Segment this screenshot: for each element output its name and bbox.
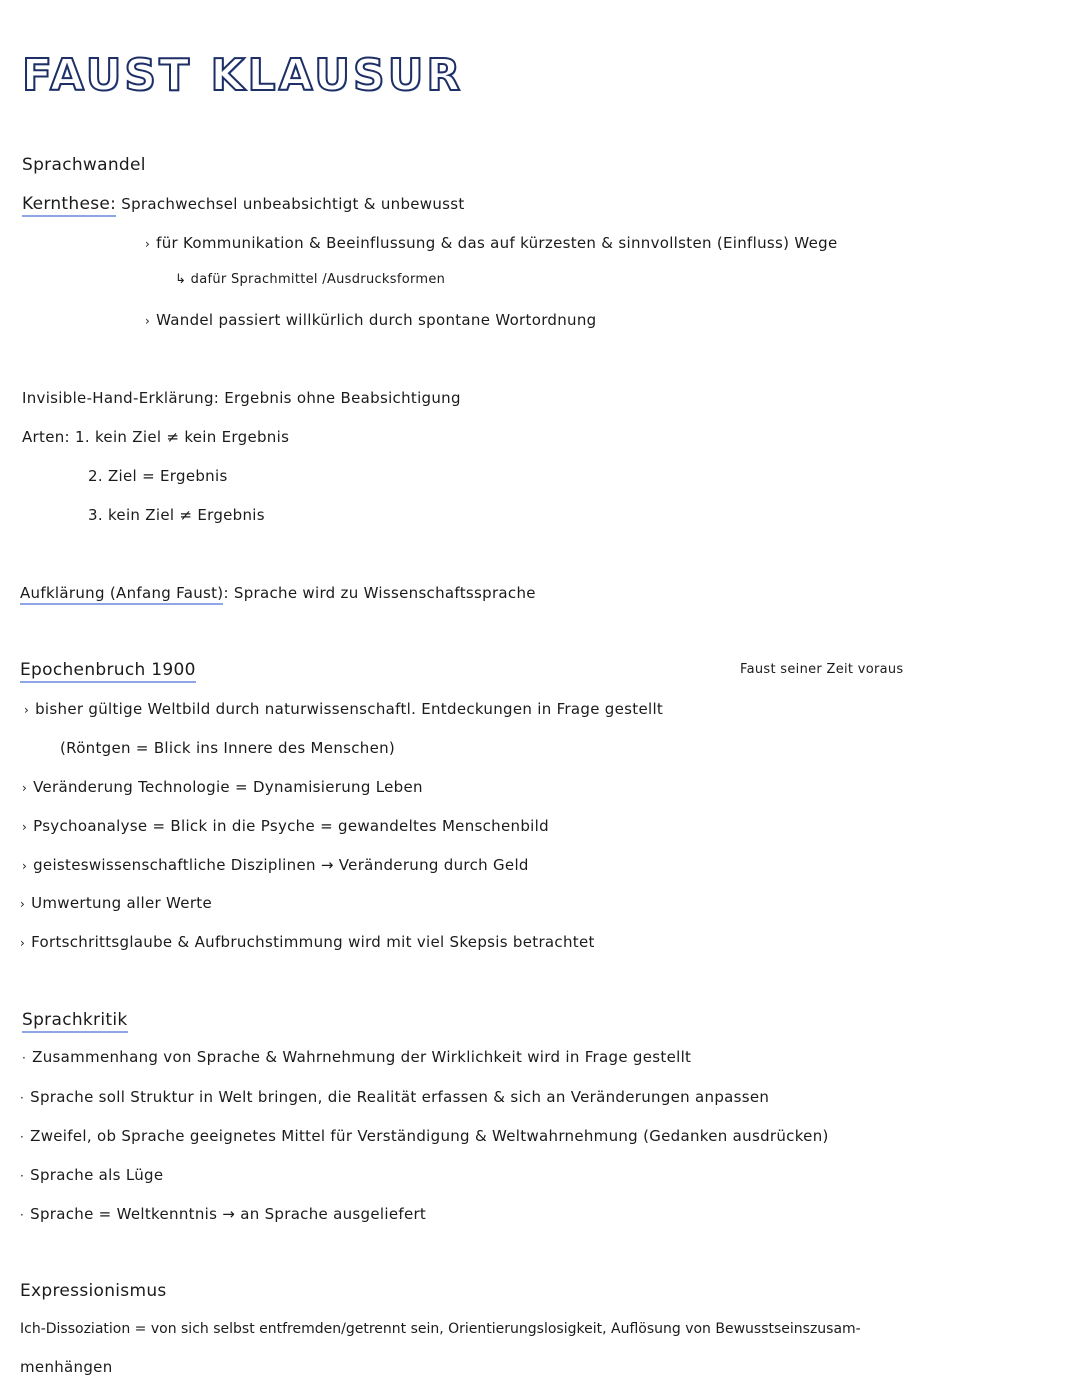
epochenbruch-bullet-5: Umwertung aller Werte	[31, 894, 212, 912]
epochenbruch-bullet-2: Veränderung Technologie = Dynamisierung Leben	[33, 778, 423, 796]
list-item	[22, 1048, 691, 1066]
expressionismus-line-2: menhängen	[20, 1358, 113, 1376]
arten-item-1: 1. kein Ziel ≠ kein Ergebnis	[74, 428, 290, 446]
invisible-hand-line	[22, 389, 461, 407]
list-item	[20, 1205, 426, 1223]
arten-item-3: 3. kein Ziel ≠ Ergebnis	[88, 506, 265, 524]
list-item	[22, 778, 423, 796]
list-item	[22, 817, 549, 835]
sprachkritik-bullet-5: Sprache = Weltkenntnis → an Sprache ausgeliefert	[30, 1205, 427, 1223]
epochenbruch-bullet-3: Psychoanalyse = Blick in die Psyche = gewandeltes Menschenbild	[33, 817, 549, 835]
expressionismus-line-1: Ich-Dissoziation = von sich selbst entfremden/getrennt sein, Orientierungslosigkeit, Auflösung von Bewusstseinszusam-	[20, 1321, 861, 1337]
kernthese-point-1-text: für Kommunikation & Beeinflussung & das auf kürzesten & sinnvollsten (Einfluss) Wege	[156, 234, 838, 252]
chevron-right-icon: ›	[22, 781, 28, 795]
dot-icon: ·	[20, 1130, 25, 1144]
sprachkritik-bullet-3: Zweifel, ob Sprache geeignetes Mittel für Verständigung & Weltwahrnehmung (Gedanken ausdrücken)	[30, 1127, 829, 1145]
heading-sprachkritik	[22, 1010, 128, 1030]
kernthese-label: Kernthese:	[22, 194, 116, 217]
list-item	[20, 1088, 769, 1106]
arten-item-2: 2. Ziel = Ergebnis	[88, 467, 228, 485]
arten-line	[22, 428, 289, 446]
kernthese-subpoint-text: dafür Sprachmittel /Ausdrucksformen	[190, 272, 446, 287]
heading-epochenbruch-text: Epochenbruch 1900	[20, 660, 196, 683]
aufklaerung-line	[20, 584, 536, 602]
corner-arrow-icon: ↳	[175, 272, 187, 287]
chevron-right-icon: ›	[22, 859, 28, 873]
list-item	[24, 700, 663, 718]
epochenbruch-bullet-6: Fortschrittsglaube & Aufbruchstimmung wird mit viel Skepsis betrachtet	[31, 933, 595, 951]
page-title: FAUST KLAUSUR	[22, 50, 464, 101]
heading-epochenbruch	[20, 660, 196, 680]
heading-sprachwandel: Sprachwandel	[22, 155, 146, 175]
arten-label: Arten:	[22, 428, 70, 446]
invisible-hand-text: Ergebnis ohne Beabsichtigung	[224, 389, 461, 407]
chevron-right-icon: ›	[145, 314, 151, 328]
sprachkritik-bullet-4: Sprache als Lüge	[30, 1166, 164, 1184]
chevron-right-icon: ›	[145, 237, 151, 251]
kernthese-line	[22, 194, 465, 214]
aufklaerung-label: Aufklärung (Anfang Faust)	[20, 584, 223, 605]
list-item	[20, 1127, 829, 1145]
aufklaerung-text: : Sprache wird zu Wissenschaftssprache	[223, 584, 536, 602]
epochenbruch-bullet-4: geisteswissenschaftliche Disziplinen → Veränderung durch Geld	[33, 856, 529, 874]
dot-icon: ·	[20, 1091, 25, 1105]
chevron-right-icon: ›	[20, 897, 26, 911]
invisible-hand-label: Invisible-Hand-Erklärung:	[22, 389, 220, 407]
kernthese-subpoint	[175, 272, 445, 287]
chevron-right-icon: ›	[20, 936, 26, 950]
list-item	[20, 1166, 163, 1184]
heading-expressionismus: Expressionismus	[20, 1281, 167, 1301]
side-note: Faust seiner Zeit voraus	[740, 662, 904, 677]
kernthese-text: Sprachwechsel unbeabsichtigt & unbewusst	[121, 195, 465, 213]
heading-sprachkritik-text: Sprachkritik	[22, 1010, 128, 1033]
dot-icon: ·	[22, 1051, 27, 1065]
kernthese-point-2	[145, 311, 596, 329]
kernthese-point-2-text: Wandel passiert willkürlich durch spontane Wortordnung	[156, 311, 597, 329]
sprachkritik-bullet-2: Sprache soll Struktur in Welt bringen, die Realität erfassen & sich an Veränderungen anpassen	[30, 1088, 770, 1106]
chevron-right-icon: ›	[22, 820, 28, 834]
epochenbruch-bullet-1: bisher gültige Weltbild durch naturwissenschaftl. Entdeckungen in Frage gestellt	[35, 700, 664, 718]
kernthese-point-1	[145, 234, 838, 252]
sprachkritik-bullet-1: Zusammenhang von Sprache & Wahrnehmung der Wirklichkeit wird in Frage gestellt	[32, 1048, 692, 1066]
dot-icon: ·	[20, 1208, 25, 1222]
dot-icon: ·	[20, 1169, 25, 1183]
chevron-right-icon: ›	[24, 703, 30, 717]
list-item	[20, 933, 595, 951]
list-item	[20, 894, 212, 912]
epochenbruch-bullet-1-sub: (Röntgen = Blick ins Innere des Menschen)	[60, 739, 396, 757]
list-item	[22, 856, 529, 874]
